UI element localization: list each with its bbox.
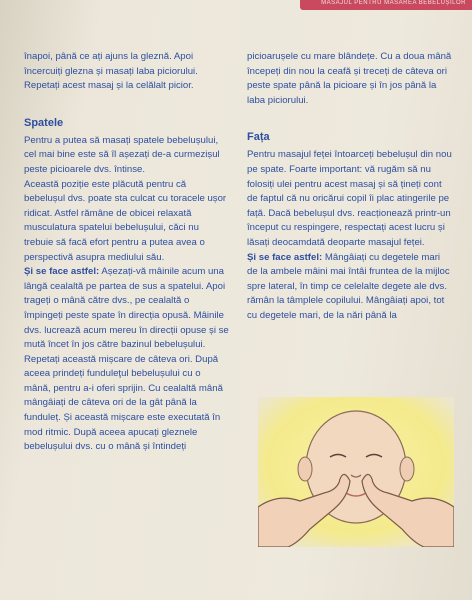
section-heading-fata: Fața <box>247 131 270 144</box>
left-paragraph-2: Această poziție este plăcută pentru că bebelușul dvs. poate sta culcat cu toracele ușor ridicat. Astfel rămâne de obicei relaxată musculatura spatelui bebelușului, căci nu trebuie să facă efort pentru a putea avea o perspectivă asupra mediului său. <box>24 178 227 263</box>
instruction-label: Și se face astfel: <box>24 266 100 278</box>
left-intro-paragraph: înapoi, până ce ați ajuns la gleznă. Apoi încercuiți glezna și masați laba piciorului. Repetați acest masaj și la celălalt picior. <box>24 51 198 92</box>
illustration-svg <box>258 397 454 547</box>
baby-ear-left <box>298 457 312 481</box>
right-paragraph-2 <box>247 251 452 324</box>
running-title: MASAJUL PENTRU MASAREA BEBELUȘILOR <box>321 0 466 6</box>
right-column <box>247 50 452 324</box>
baby-ear-right <box>400 457 414 481</box>
section-heading-spatele: Spatele <box>24 116 64 129</box>
right-paragraph-1: Pentru masajul feței întoarceți bebelușul din nou pe spate. Foarte important: vă rugăm să nu folosiți ulei pentru acest masaj și să țineți cont de faptul că nu oricărui copil îi plac atingerile pe față. Dacă bebelușul dvs. reacționează printr-un început cu respingere, respectați acest lucru și lăsați deocamdată deoparte masajul feței. <box>247 149 452 248</box>
instruction-label: Și se face astfel: <box>247 251 323 263</box>
instruction-text: Mângâiați cu degetele mari de la ambele mâini mai întâi fruntea de la mijloc spre lateral, în timp ce celelalte degete ale dvs. rămân la tâmplele copilului. Mângâiați apoi, tot cu degetele mari, de la nări până la <box>247 251 450 321</box>
left-paragraph-3 <box>24 265 229 455</box>
baby-face-massage-illustration <box>258 397 454 547</box>
instruction-text: Așezați-vă mâinile acum una lângă cealaltă pe partea de sus a spatelui. Apoi trageți o mână către dvs., pe cealaltă o împingeți peste spate în direcția opusă. Mâinile dvs. lucrează acum mereu în direcții opuse și se mută încet în jos către bazinul bebelușului. Repetați această mișcare de câteva ori. După aceea prindeți funduleţul bebelușului cu o mână, pentru a-i oferi sprijin. Cu cealaltă mână mângâiați de câteva ori de la gât până la funduleț. Și această mișcare este executată în mod ritmic. După aceea apucați gleznele bebelușului dvs. cu o mână și întindeți <box>24 266 229 453</box>
running-header <box>300 0 472 10</box>
left-paragraph-1: Pentru a putea să masați spatele bebelușului, cel mai bine este să îl așezați de-a curmezișul peste picioarele dvs. întinse. <box>24 134 220 175</box>
left-column <box>24 50 229 455</box>
right-intro-paragraph: picioarușele cu mare blândețe. Cu a doua mână începeți din nou la ceafă și treceți de câteva ori peste spate până la picioare și în jos până la laba piciorului. <box>247 51 452 106</box>
